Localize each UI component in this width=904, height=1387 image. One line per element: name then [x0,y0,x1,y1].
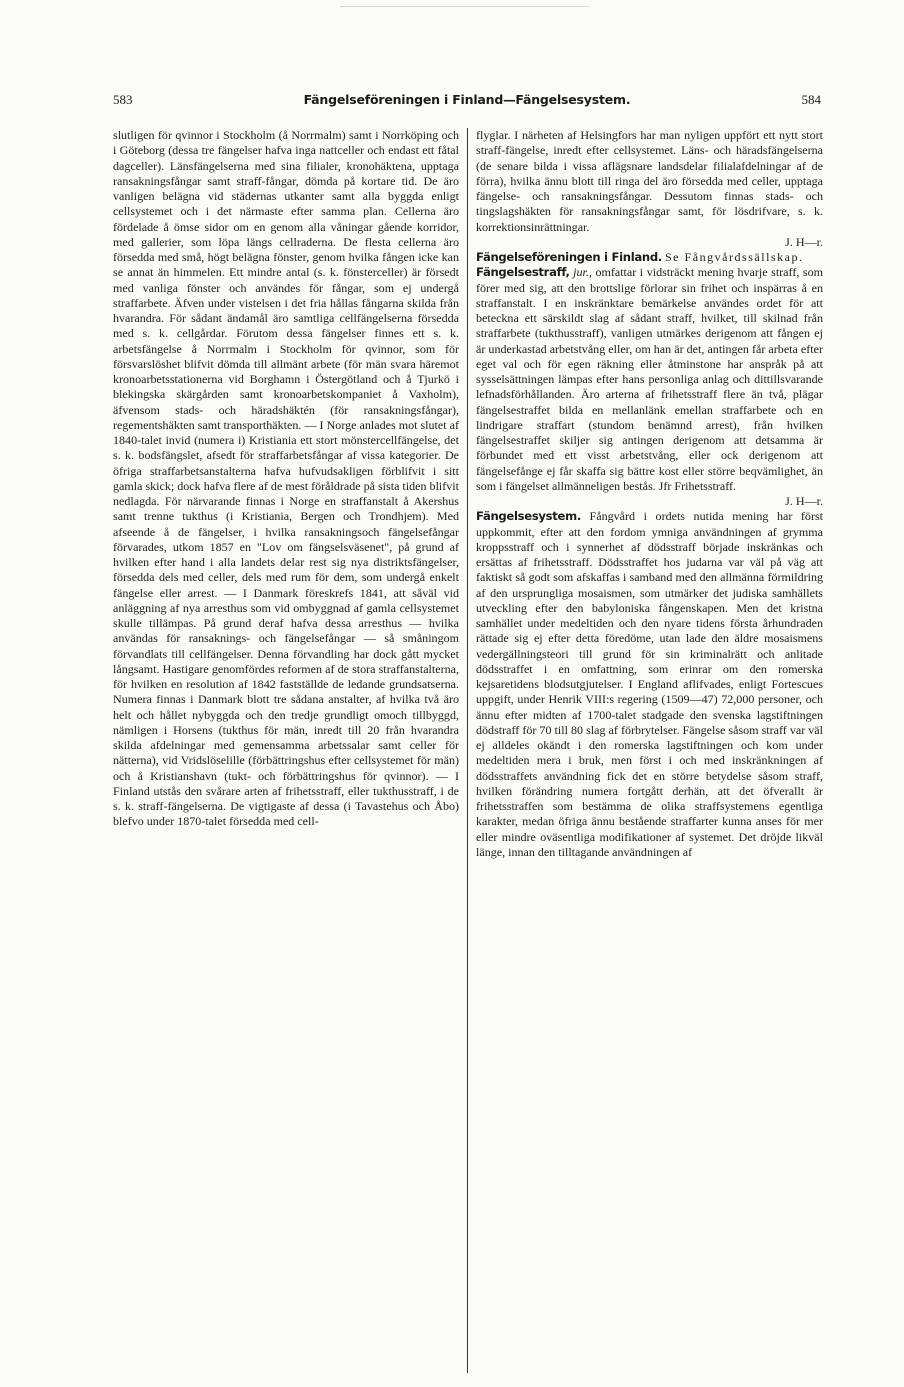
author-signature: J. H—r. [785,234,823,249]
entry-body: Fångvård i ordets nutida mening har först uppkommit, efter att den fordom ymniga användningen af grymma kroppsstraff och i synnerhet af dödsstraff började inskränkas och ersättas af frihetsstraff. Dödsstraffet hos judarna var väl på väg att faktiskt så godt som afskaffas i samband med den allmänna förmildring af den ursprungliga mosaismen, som utmärker det judiska samhällets utveckling efter den babyloniska fångenskapen. Men det kristna samhället under medeltiden och den nyare tidens första århundraden rättade sig ej efter detta föredöme, utan lade den äldre mosaismens vedergällningsteori till grund för sin kriminalrätt och anlitade dödsstraffet i en omfattning, som erinrar om den romerska kejsaretidens blodsutgjutelser. I England aflifvades, enligt Fortescues uppgift, under Henrik VIII:s regering (1509—47) 72,000 personer, och ännu efter midten af 1700-talet stadgade den svenska lagstiftningen dödstraff för 70 till 80 slag af förbrytelser. Fängelse såsom straff var väl ej alldeles okändt i den romerska lagstiftningen och kom under medeltiden mera i bruk, men först i och med inskränkningen af dödsstraffets användning fick det en större betydelse såsom straff, hvilken förändring numera fortgått derhän, att det öfverallt är frihetsstraffen som bestämma de olika straffsystemens egentliga karakter, medan öfriga ännu bestående straffarter kunna anses för mer eller mindre oväsentliga modifikationer af systemet. Det dröjde likväl länge, innan den tilltagande användningen af [476,509,823,859]
entry-headword: Fängelsesystem. [476,509,581,524]
continuation-text: flyglar. I närheten af Helsingfors har man nyligen uppfört ett nytt stort straff-fängelse, inredt efter cellsystemet. Läns- och häradsfängelserna (de senare bilda i vissa aflägsnare landsdelar filialafdelningar af de förra), hvilka ännu blott till ringa del äro försedda med celler, upptaga fängelse- och ransakningsfångar. Dessutom finnas stads- och tingslagshäkten för ransakningsfångar samt, för lösdrifvare, s. k. korrektionsinrättningar. [476,128,823,234]
entry-continuation [476,128,823,250]
column-divider [467,128,468,1373]
page-number-left: 583 [113,92,133,107]
page-header [113,92,821,112]
entry-abbreviation: jur., [573,265,592,280]
running-title: Fängelseföreningen i Finland—Fängelsesystem. [303,92,631,107]
entry-fangelsestraff [476,265,823,509]
left-column-text: slutligen för qvinnor i Stockholm (å Norrmalm) samt i Norrköping och i Göteborg (dessa tre fängelser hafva inga nattceller och endast ett fåtal dagceller). Länsfängelserna med sina filialer, kronohäktena, upptaga ransakningsfångar samt straff-fångar, dömda på kortare tid. De äro vanligen belägna vid städernas utkanter samt alla byggda enligt cellsystemet och i det närmaste efter samma plan. Cellerna äro fördelade å ömse sidor om en genom alla våningar gående korridor, med gallerier, som löpa längs cellraderna. De flesta cellerna äro försedda med små, högt belägna fönster, genom hvilka fången icke kan se annat än himmelen. Ett mindre antal (s. k. fönsterceller) är försedt med vanliga fönster och användes för fångar, som ej undergå straffarbete. Äfven under vistelsen i det fria hållas fångarna skilda från hvarandra. För sådant ändamål äro samtliga cellfängelserna försedda med s. k. cellgårdar. Förutom dessa fängelser finnes ett s. k. arbetsfängelse å Norrmalm i Stockholm för qvinnor, som för försvarslöshet blifvit dömda till allmänt arbete (för män svara häremot kronoarbetsstationerna vid Borghamn i Östergötland och å Tjurkö i blekingska skärgården samt kronoarbetskompaniet å Vaxholm), äfvensom stads- och häradshäktén (för ransakningsfångar), regementshäkten samt transporthäkten. — I Norge anlades mot slutet af 1840-talet invid (numera i) Kristiania ett stort mönstercellfängelse, det s. k. bodsfängslet, afsedt för straffarbetsfångar af vissa kategorier. De öfriga straffarbetsanstalterna hafva hufvudsakligen förblifvit i sitt gamla skick; dock hafva flere af de mest föråldrade på sista tiden blifvit nedlagda. För närvarande finnas i Norge en straffanstalt å Akershus samt trenne tukthus (i Kristiania, Bergen och Trondhjem). Med afseende å de fängelser, i hvilka ransakningsoch fängelsefångar förvarades, utkom 1857 en "Lov om fängselsväsenet", på grund af hvilken efter hand i alla landets delar rest sig nya distriktsfängelser, försedda dels med celler, dels med rum för dem, som undergå enkelt fängelse eller arrest. — I Danmark föreskrefs 1841, att såväl vid anläggning af nya arresthus som vid ombyggnad af gamla cellsystemet skulle tillämpas. På grund deraf hafva dessa arresthus — hvilka användas för ransaknings- och fängelsefångar — så småningom förvandlats till cellfängelser. Denna förvandling har dock gått mycket långsamt. Hastigare genomfördes reformen af de stora straffanstalterna, för hvilken en resolution af 1842 fastställde de ledande grundsatserna. Numera finnas i Danmark blott tre sådana anstalter, af hvilka två äro helt och hållet nybyggda och den tredje grundligt omoch tillbyggd, nämligen i Horsens (tukthus för män, inredt till 20 från hvarandra skilda afdelningar med gemensamma arbetssalar samt celler för nätterna), vid Vridslöselille (förbättringshus efter cellsystemet för män) och å Kristianshavn (tukt- och förbättringshus för qvinnor). — I Finland utstås den svårare arten af frihetsstraff, eller tukthusstraff, i de s. k. straff-fängelserna. De vigtigaste af dessa (i Tavastehus och Åbo) blefvo under 1870-talet försedda med cell- [113,128,459,829]
scan-artifact [340,6,590,7]
author-signature: J. H—r. [785,494,823,508]
page-number-right: 584 [801,92,821,107]
right-column [476,128,823,1373]
entry-headword: Fängelseföreningen i Finland. [476,250,662,264]
entry-fangelseforeningen [476,250,823,265]
entry-fangelsesystem [476,509,823,860]
entry-headword: Fängelsestraff, [476,265,570,280]
entry-body: omfattar i vidsträckt mening hvarje straff, som förer med sig, att den brottslige förlorar sin frihet och inspärras å en straffanstalt. I en inskränktare bemärkelse användes ordet för att beteckna ett särskildt slag af sådant straff, hvilket, till skilnad från straffarbete (tukthusstraff), vanligen utmärkes derigenom att fången ej är underkastad arbetstvång eller, om han är det, antingen får arbeta efter eget val och för egen räkning eller åtminstone har anspråk på att sysselsättningen lämpas efter hans personliga anlag och dittillsvarande lefnadsförhållanden. Äro arterna af frihetsstraff flere än två, plägar fängelsestraffet bilda en mellanlänk emellan straffarbete och en lindrigare straffart (stundom benämnd arrest), från hvilken fängelsestraffet skiljer sig antingen derigenom att detsamma är förbundet med ett visst arbetstvång, eller ock derigenom att fängelsefånge ej får skaffa sig bättre kost eller större beqvämlighet, än som i fängelset allmänneligen bestås. Jfr Frihetsstraff. [476,265,823,493]
cross-reference: Se Fångvårdssällskap. [664,250,804,264]
left-column [113,128,459,1373]
